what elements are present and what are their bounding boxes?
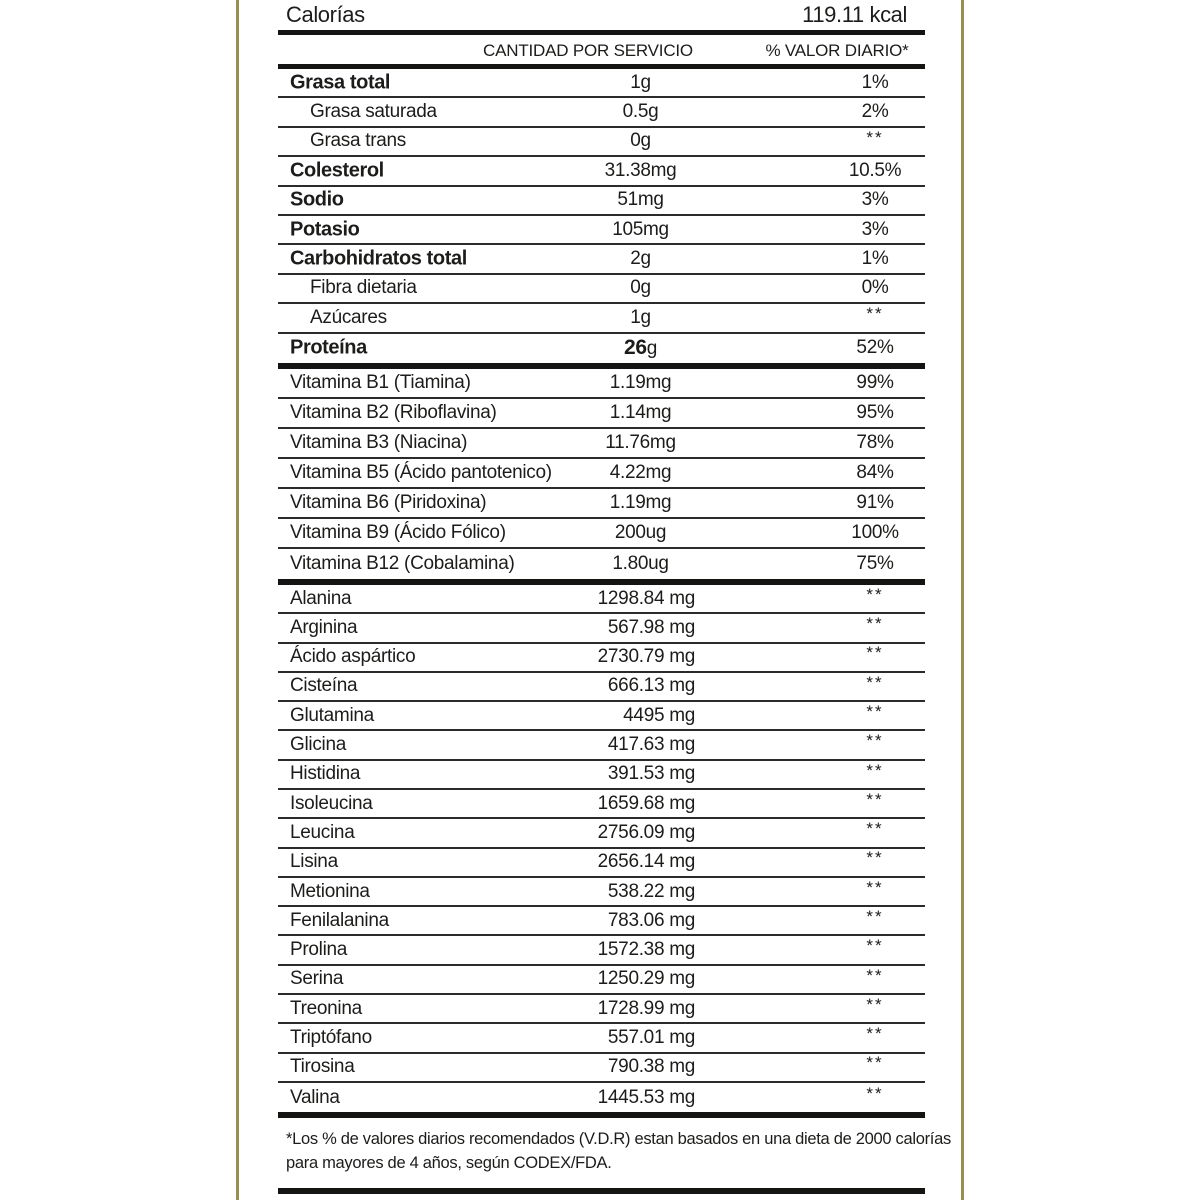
row-amount: 0.5g [622, 101, 659, 123]
row-label: Proteína [290, 336, 367, 359]
row-label: Alanina [290, 587, 352, 609]
row-label: Glutamina [290, 704, 374, 726]
row-amount: 557.01 mg [607, 1027, 695, 1048]
nutrient-row [278, 157, 925, 186]
row-daily-value: 84% [856, 461, 894, 483]
vitamin-row [278, 489, 925, 519]
row-daily-value: ** [866, 994, 884, 1014]
row-daily-value: ** [866, 1024, 884, 1044]
amino-acid-row [278, 936, 925, 965]
row-amount: 1g [630, 71, 651, 93]
nutrient-row [278, 98, 925, 127]
row-daily-value: ** [866, 819, 884, 839]
nutrient-row [278, 128, 925, 157]
row-daily-value: 0% [861, 277, 889, 299]
row-daily-value: ** [866, 643, 884, 663]
footnote [278, 1118, 951, 1188]
calories-value: 119.11 kcal [802, 2, 907, 27]
row-label: Sodio [290, 188, 344, 211]
amino-acid-row [278, 644, 925, 673]
vitamin-row [278, 459, 925, 489]
row-label: Vitamina B2 (Riboflavina) [290, 401, 497, 423]
row-amount: 4495 mg [623, 704, 695, 726]
label-border-right [961, 0, 964, 1200]
row-label: Lisina [290, 851, 338, 873]
row-amount: 666.13 mg [607, 675, 695, 697]
row-daily-value: ** [866, 936, 884, 956]
vitamin-row [278, 399, 925, 429]
row-daily-value: ** [866, 906, 884, 926]
row-daily-value: ** [866, 584, 884, 604]
row-label: Cisteína [290, 675, 358, 697]
row-amount: 0g [630, 277, 651, 299]
row-daily-value: 10.5% [848, 159, 902, 181]
row-label: Glicina [290, 734, 346, 756]
row-label: Colesterol [290, 159, 384, 182]
row-label: Azúcares [310, 306, 387, 328]
row-amount: 2656.14 mg [597, 851, 695, 873]
row-amount: 783.06 mg [607, 909, 695, 931]
row-label: Carbohidratos total [290, 247, 467, 270]
amino-acid-row [278, 702, 925, 731]
row-daily-value: ** [866, 672, 884, 692]
vitamin-row [278, 429, 925, 459]
row-amount: 200ug [614, 521, 667, 543]
row-amount: 1659.68 mg [597, 792, 695, 814]
row-daily-value: ** [866, 303, 884, 323]
nutrient-row [278, 216, 925, 245]
amino-acid-row [278, 761, 925, 790]
row-daily-value: 1% [861, 248, 889, 270]
row-amount: 0g [630, 130, 651, 152]
label-border-left [236, 0, 239, 1200]
row-daily-value: 3% [861, 218, 889, 240]
vitamin-row [278, 519, 925, 549]
row-daily-value: 3% [861, 189, 889, 211]
row-amount: 105mg [612, 218, 669, 240]
row-daily-value: 91% [856, 491, 894, 513]
row-amount: 790.38 mg [607, 1056, 695, 1078]
amino-acid-row [278, 585, 925, 614]
row-amount: 417.63 mg [607, 734, 695, 756]
row-daily-value: 52% [856, 337, 894, 359]
amino-acid-row [278, 673, 925, 702]
amino-acid-row [278, 1054, 925, 1083]
row-label: Fibra dietaria [310, 277, 417, 299]
vitamin-row [278, 549, 925, 579]
amino-acid-row [278, 614, 925, 643]
row-daily-value: ** [866, 701, 884, 721]
row-amount: 51mg [617, 189, 664, 211]
row-label: Arginina [290, 616, 358, 638]
row-amount: 1572.38 mg [597, 939, 695, 961]
amino-acid-row [278, 878, 925, 907]
row-daily-value: ** [866, 127, 884, 147]
row-label: Potasio [290, 218, 360, 241]
row-amount-unit: g [646, 338, 658, 360]
row-amount: 1.19mg [609, 371, 672, 393]
row-daily-value: 2% [861, 101, 889, 123]
row-label: Vitamina B3 (Niacina) [290, 431, 468, 453]
row-amount: 391.53 mg [607, 763, 695, 785]
row-label: Grasa trans [310, 130, 406, 152]
row-daily-value: 75% [856, 552, 894, 574]
nutrient-row [278, 334, 925, 363]
label-content [278, 0, 951, 1194]
row-amount: 1728.99 mg [597, 997, 695, 1019]
nutrient-row [278, 245, 925, 274]
amino-acid-row [278, 1083, 925, 1112]
row-amount: 538.22 mg [607, 880, 695, 902]
row-daily-value: ** [866, 1053, 884, 1073]
row-daily-value: ** [866, 1083, 884, 1103]
row-amount: 4.22mg [609, 461, 672, 483]
row-amount: 1250.29 mg [597, 968, 695, 990]
row-label: Vitamina B6 (Piridoxina) [290, 491, 487, 513]
row-label: Treonina [290, 997, 362, 1019]
row-label: Leucina [290, 821, 355, 843]
row-label: Prolina [290, 939, 348, 961]
row-amount: 1.19mg [609, 491, 672, 513]
row-daily-value: 99% [856, 371, 894, 393]
row-label: Fenilalanina [290, 909, 389, 931]
nutrient-row [278, 69, 925, 98]
section-bar-bottom [278, 1188, 925, 1194]
row-amount [458, 336, 823, 360]
amino-acid-row [278, 1024, 925, 1053]
row-label: Vitamina B9 (Ácido Fólico) [290, 521, 506, 543]
amino-acid-row [278, 907, 925, 936]
amino-acid-row [278, 966, 925, 995]
column-header-row [278, 35, 925, 64]
row-daily-value: ** [866, 614, 884, 634]
row-daily-value: ** [866, 965, 884, 985]
nutrient-row [278, 187, 925, 216]
amount-column-header: CANTIDAD POR SERVICIO [483, 41, 693, 60]
row-daily-value: ** [866, 731, 884, 751]
row-amount: 567.98 mg [607, 616, 695, 638]
row-label: Vitamina B5 (Ácido pantotenico) [290, 461, 552, 483]
amino-acid-row [278, 849, 925, 878]
amino-acid-row [278, 995, 925, 1024]
row-label: Metionina [290, 880, 370, 902]
row-amount: 1298.84 mg [597, 587, 695, 609]
amino-acid-row [278, 790, 925, 819]
vitamin-row [278, 369, 925, 399]
row-amount-bold-part: 26 [623, 336, 647, 360]
row-amount: 1.80ug [612, 552, 669, 574]
row-amount: 1g [630, 306, 651, 328]
row-amount: 2730.79 mg [597, 646, 695, 668]
row-label: Serina [290, 968, 344, 990]
row-label: Vitamina B1 (Tiamina) [290, 371, 471, 393]
nutrients-section [278, 69, 925, 363]
row-daily-value: 78% [856, 431, 894, 453]
calories-row [278, 0, 925, 30]
row-amount: 1.14mg [609, 401, 672, 423]
row-daily-value: ** [866, 848, 884, 868]
amino-acid-row [278, 819, 925, 848]
row-amount: 31.38mg [604, 159, 677, 181]
footnote-line2: para mayores de 4 años, según CODEX/FDA. [286, 1154, 612, 1173]
amino-acid-row [278, 731, 925, 760]
row-label: Histidina [290, 763, 361, 785]
row-daily-value: 95% [856, 401, 894, 423]
row-amount: 2756.09 mg [597, 821, 695, 843]
daily-value-column-header: % VALOR DIARIO* [765, 41, 909, 60]
row-label: Grasa saturada [310, 101, 437, 123]
vitamins-section [278, 369, 925, 579]
row-label: Ácido aspártico [290, 646, 416, 668]
row-daily-value: 100% [851, 521, 899, 543]
row-amount: 1445.53 mg [597, 1086, 695, 1108]
row-label: Valina [290, 1086, 340, 1108]
nutrient-row [278, 304, 925, 333]
row-label: Triptófano [290, 1027, 372, 1048]
row-daily-value: 1% [861, 71, 889, 93]
row-label: Grasa total [290, 71, 391, 94]
row-amount: 11.76mg [605, 431, 676, 453]
row-daily-value: ** [866, 760, 884, 780]
row-label: Isoleucina [290, 792, 373, 814]
row-daily-value: ** [866, 877, 884, 897]
footnote-line1: *Los % de valores diarios recomendados (V.D.R) estan basados en una dieta de 2000 calorías [286, 1130, 951, 1149]
row-label: Tirosina [290, 1056, 355, 1078]
calories-label: Calorías [286, 2, 365, 27]
row-label: Vitamina B12 (Cobalamina) [290, 552, 515, 574]
row-daily-value: ** [866, 789, 884, 809]
nutrient-row [278, 275, 925, 304]
amino-acids-section [278, 585, 925, 1112]
row-amount: 2g [630, 248, 651, 270]
